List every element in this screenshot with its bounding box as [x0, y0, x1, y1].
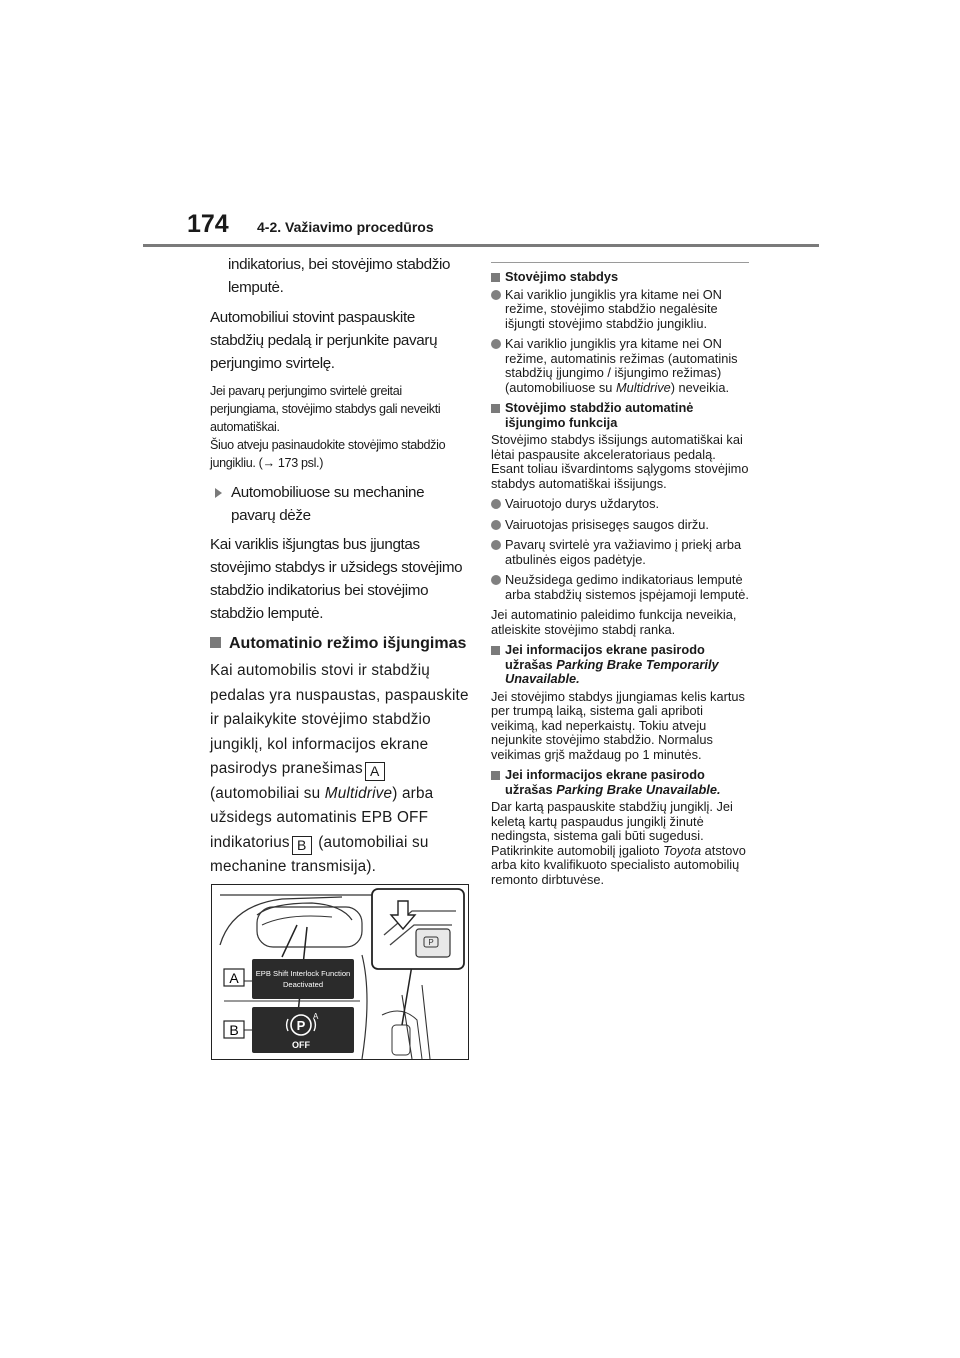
dashboard-illustration: [211, 884, 469, 1060]
callout-a-badge: A: [365, 762, 385, 781]
auto-off-text-1: Kai automobilis stovi ir stabdžių pedalas yra nuspaustas, paspauskite ir palaikykite stovėjimo stabdžio jungiklį, kol informacijos ekrane pasirodys pranešimas: [210, 662, 469, 777]
heading-unavailable-text: Jei informacijos ekrane pasirodo užrašas Parking Brake Unavailable.: [505, 767, 721, 797]
park-paragraph: Automobiliui stovint paspauskite stabdžių pedalą ir perjunkite pavarų perjungimo svirtelę.: [210, 309, 438, 372]
auto-off-text-4: (automobiliai su mechanine transmisija).: [210, 833, 429, 875]
auto-release-paragraph: Stovėjimo stabdys išsijungs automatiškai kai lėtai paspausite akceleratoriaus pedalą. Esant toliau išvardintoms sąlygoms stovėjimo stabdys automatiškai išsijungs.: [491, 432, 749, 491]
svg-text:P: P: [296, 1018, 306, 1033]
right-column: [491, 262, 749, 893]
note-line-1: Jei pavarų perjungimo svirtelė greitai perjungiama, stovėjimo stabdys gali neveikti automatiškai.: [210, 384, 441, 434]
auto-off-paragraph: [210, 659, 472, 880]
list-item: [491, 288, 749, 332]
label-a: A: [229, 970, 239, 986]
callout-b-badge: B: [292, 836, 312, 855]
heading-auto-release-text: Stovėjimo stabdžio automatinė išjungimo funkcija: [505, 400, 694, 430]
bullet-dot-icon: [491, 499, 501, 509]
square-bullet-icon: [491, 273, 500, 282]
manual-heading-text: Automobiliuose su mechanine pavarų dėže: [231, 484, 425, 524]
square-bullet-icon: [491, 646, 500, 655]
continued-text: [210, 253, 472, 299]
note-line-2: Šiuo atveju pasinaudokite stovėjimo stabdžio jungikliu. (→ 173 psl.): [210, 438, 446, 470]
list-item: [491, 518, 749, 533]
bullet-dot-icon: [491, 575, 501, 585]
list-item: [491, 538, 749, 567]
auto-off-text-3: ) arba užsidegs automatinis EPB OFF indikatorius: [210, 784, 434, 851]
right-column-rule: [491, 262, 749, 263]
heading-temporarily-unavailable: [491, 643, 749, 687]
square-bullet-icon: [491, 404, 500, 413]
page-number: 174: [187, 210, 229, 238]
label-b: B: [229, 1022, 239, 1038]
auto-off-heading: [210, 632, 472, 655]
triangle-bullet-icon: [215, 488, 222, 498]
manual-paragraph: Kai variklis išjungtas bus įjungtas stovėjimo stabdys ir užsidegs stovėjimo stabdžio indikatorius bei stovėjimo stabdžio lemputė.: [210, 536, 463, 622]
message-line-1: EPB Shift Interlock Function: [255, 969, 351, 978]
list-item: [491, 337, 749, 395]
section-title: 4-2. Važiavimo procedūros: [257, 219, 434, 235]
dashboard-drawing: [212, 885, 468, 1059]
switch-p-symbol: P: [428, 938, 434, 947]
unavailable-paragraph: Dar kartą paspauskite stabdžių jungiklį. Jei keletą kartų paspaudus jungiklį žinutė nedingsta, sistema gali būti sugedusi. Patikrinkite automobilį įgalioto Toyota atstovo arba kito kvalifikuoto specialisto automobilių remonto dirbtuvėse.: [491, 799, 746, 887]
bullet-dot-icon: [491, 540, 501, 550]
list-item: [491, 497, 749, 512]
bullet-dot-icon: [491, 339, 501, 349]
heading-unavailable: [491, 768, 749, 797]
bullet-dot-icon: [491, 520, 501, 530]
heading-auto-release: [491, 401, 749, 430]
square-bullet-icon: [491, 771, 500, 780]
continued-line-1: indikatorius, bei stovėjimo stabdžio: [228, 256, 451, 273]
list-item-text: Kai variklio jungiklis yra kitame nei ON režime, stovėjimo stabdžio negalėsite išjungti stovėjimo stabdžio jungikliu.: [505, 286, 722, 331]
list-item: [491, 573, 749, 602]
square-bullet-icon: [210, 637, 221, 648]
left-column: [210, 253, 472, 880]
heading-temporarily-unavailable-text: Jei informacijos ekrane pasirodo užrašas Parking Brake Temporarily Unavailable.: [505, 642, 719, 686]
continued-line-2: lemputė.: [228, 279, 284, 296]
header-rule: [143, 244, 819, 247]
indicator-letter: A: [313, 1012, 319, 1021]
temporarily-unavailable-paragraph: Jei stovėjimo stabdys įjungiamas kelis kartus per trumpą laiką, sistema gali apriboti veikimą, kad neperkaistų. Tokiu atveju nejunkite stovėjimo stabdžio. Normalus veikimas grįš maždaug po 1 minutės.: [491, 688, 745, 762]
manual-heading: [210, 481, 472, 527]
indicator-off-text: OFF: [292, 1040, 310, 1050]
heading-parking-brake-text: Stovėjimo stabdys: [505, 269, 619, 284]
manual-release-paragraph: Jei automatinio paleidimo funkcija neveikia, atleiskite stovėjimo stabdį ranka.: [491, 607, 737, 637]
list-item-text: Vairuotojas prisisegęs saugos diržu.: [505, 516, 709, 532]
heading-parking-brake: [491, 270, 749, 285]
note-paragraph: [210, 382, 472, 472]
message-line-2: Deactivated: [282, 980, 324, 989]
multidrive-text: Multidrive: [324, 784, 393, 802]
message-panel: [252, 959, 354, 999]
list-item-text: Kai variklio jungiklis yra kitame nei ON režime, automatinis režimas (automatinis stabdžių įjungimo / išjungimo režimas) (automobiliuose su Multidrive) neveikia.: [505, 336, 738, 395]
list-item-text: Neužsidega gedimo indikatoriaus lemputė arba stabdžių sistemos įspėjamoji lemputė.: [505, 572, 749, 602]
bullet-dot-icon: [491, 290, 501, 300]
list-item-text: Pavarų svirtelė yra važiavimo į priekį arba atbulinės eigos padėtyje.: [505, 537, 742, 567]
auto-off-heading-text: Automatinio režimo išjungimas: [229, 635, 467, 652]
auto-off-text-2: (automobiliai su: [210, 784, 325, 802]
list-item-text: Vairuotojo durys uždarytos.: [505, 496, 660, 511]
